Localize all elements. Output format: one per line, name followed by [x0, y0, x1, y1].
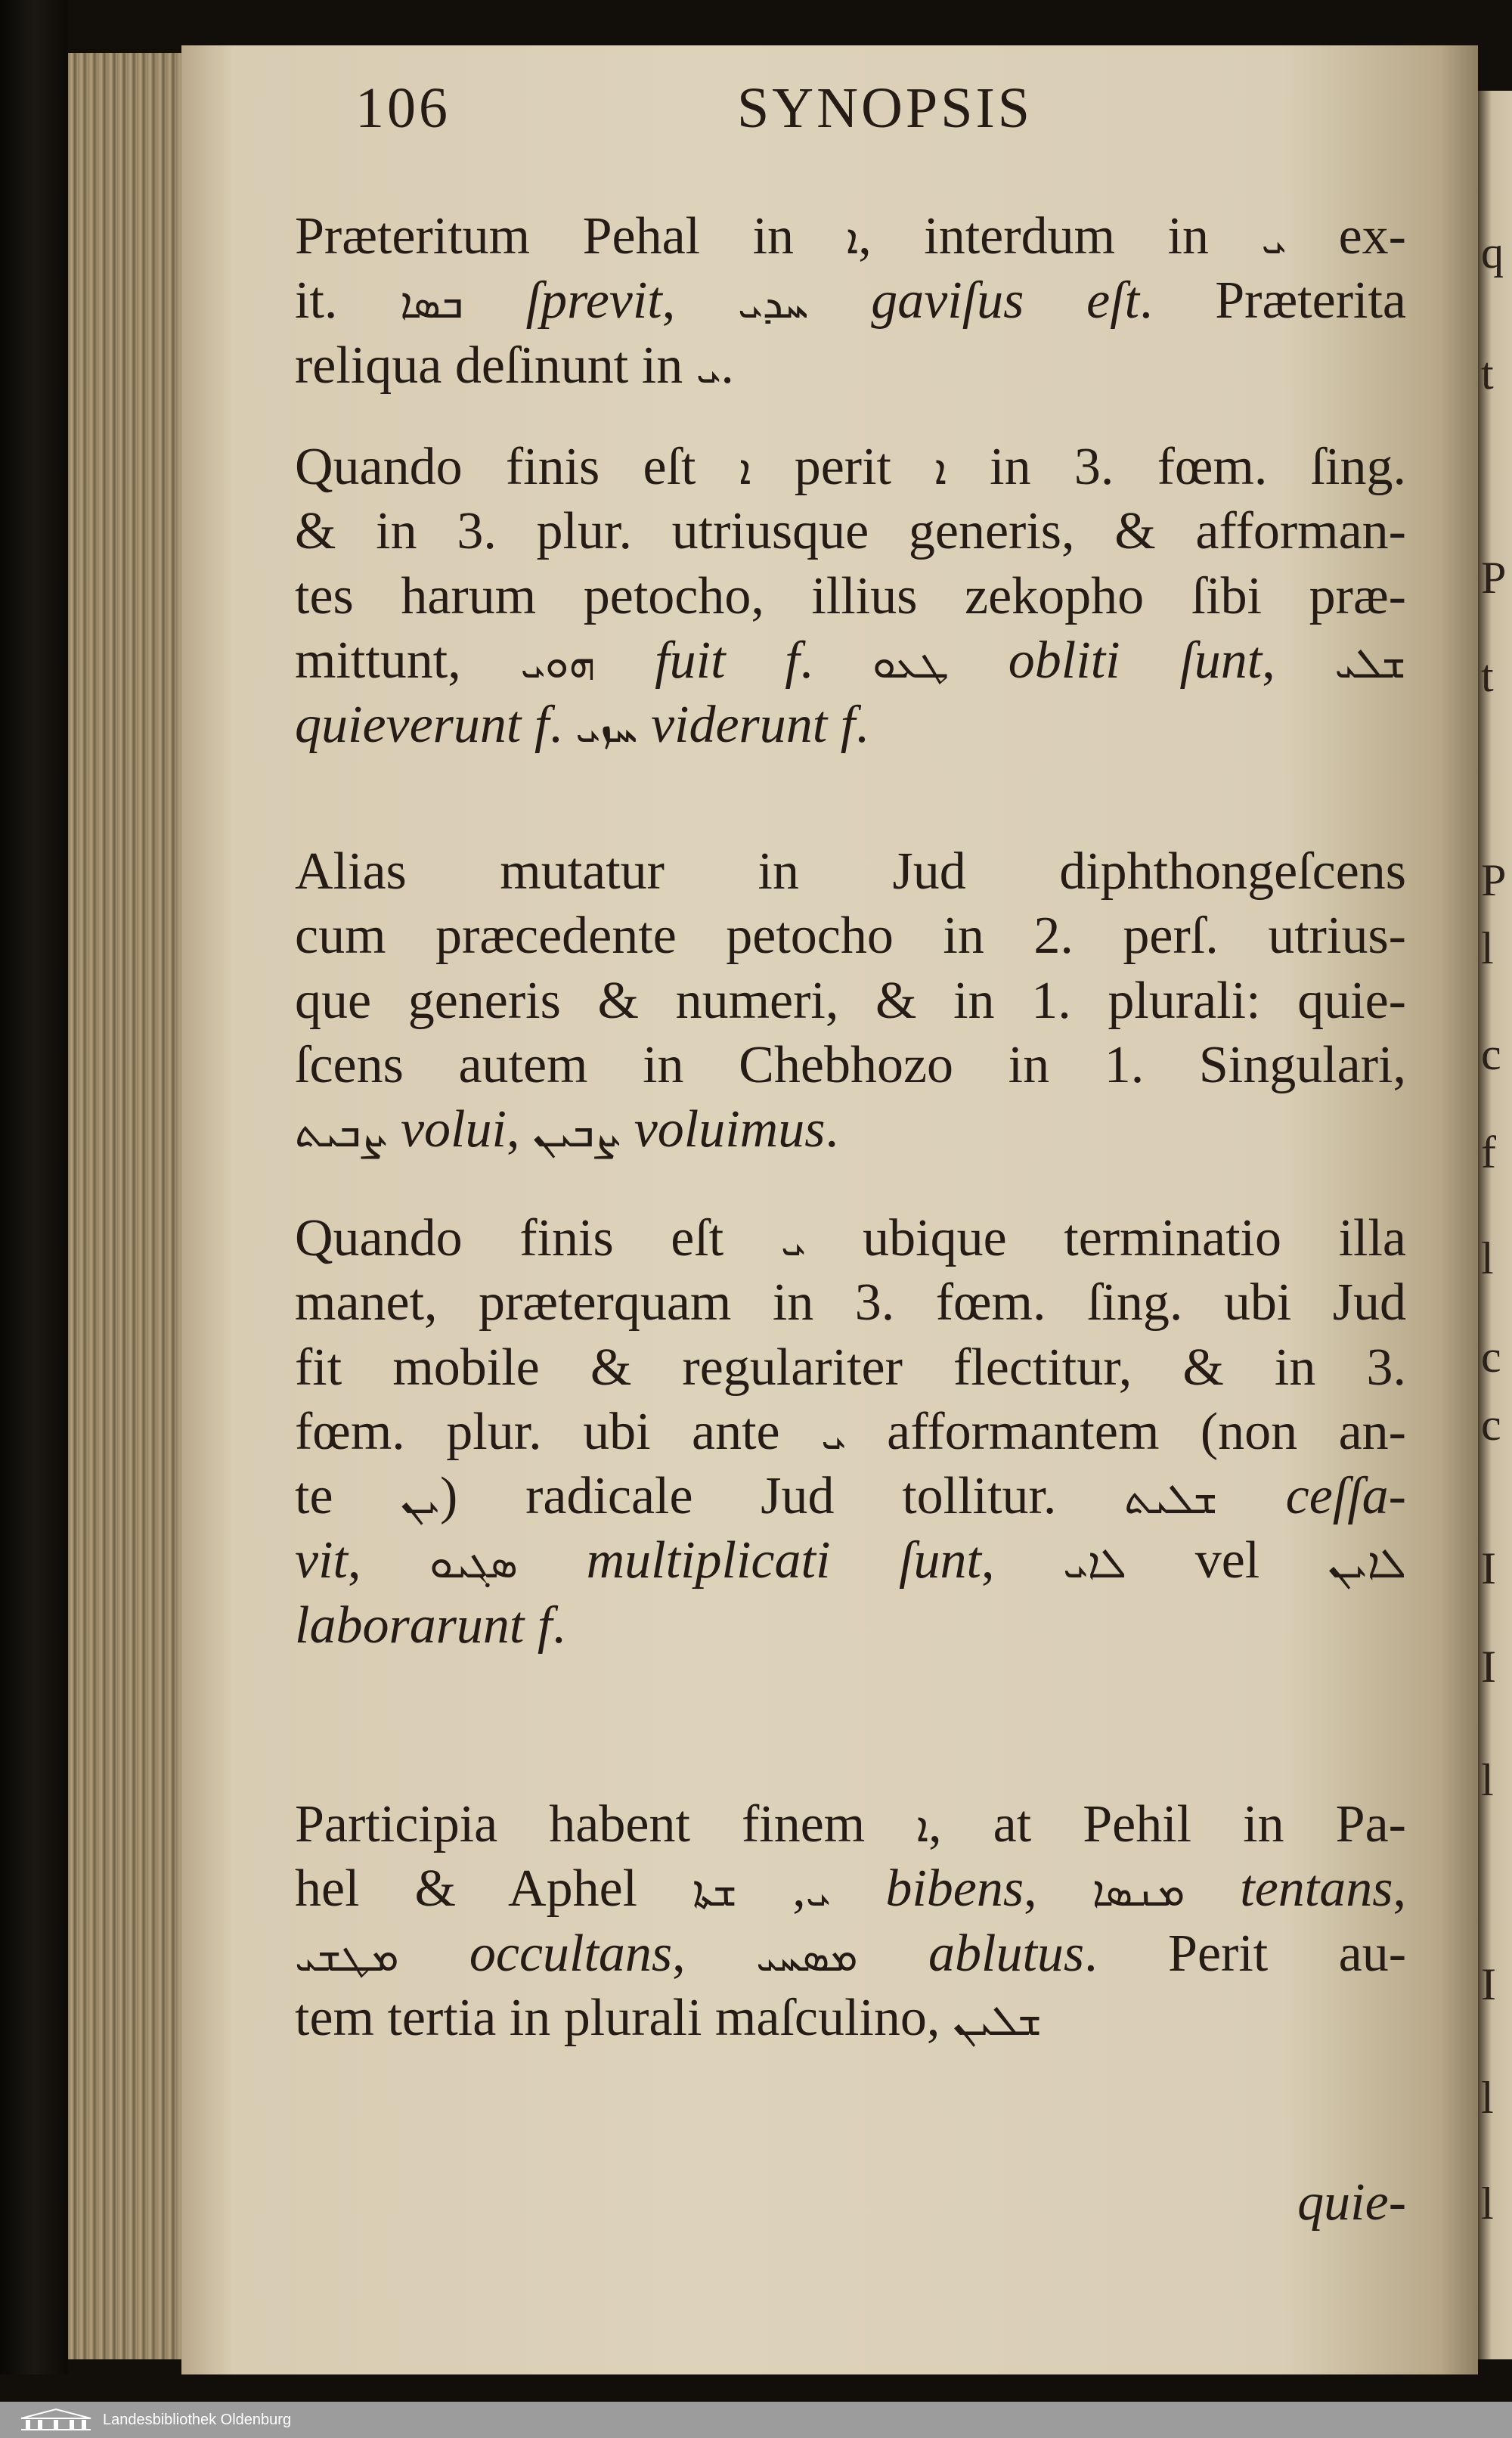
text-run: fit mobile & regulariter flectitur, & in 3.: [295, 1338, 1406, 1397]
facing-page-letter: I: [1481, 1959, 1496, 2009]
latin-gloss: voluimus: [621, 1100, 826, 1159]
facing-page-letter: l: [1481, 923, 1494, 973]
text-line: [295, 1206, 1406, 1270]
facing-page-letter: l: [1481, 2179, 1494, 2229]
facing-page-letter: l: [1481, 1233, 1494, 1283]
page-number: 106: [355, 76, 451, 140]
text-line: [295, 333, 1406, 398]
text-line: [295, 628, 1406, 693]
syriac-word: ܝ: [1261, 215, 1287, 264]
facing-page-letter: I: [1481, 1543, 1496, 1593]
text-line: [295, 1528, 1406, 1593]
syriac-word: ܚܙܝ: [575, 703, 638, 753]
facing-page-letter: P: [1481, 855, 1507, 905]
facing-page-letter: c: [1481, 1400, 1501, 1450]
syriac-word: ܨܒܝܬ: [295, 1108, 388, 1158]
text-line: [295, 1097, 1406, 1162]
syriac-word: ܚܕܝ: [737, 279, 809, 329]
paragraph-5: [295, 1792, 1406, 2050]
syriac-word: ܡܣܚܝ: [756, 1931, 858, 1981]
text-run: Quando finis eſt: [295, 438, 739, 496]
text-run: it.: [295, 271, 401, 330]
text-run: tes harum petocho, illius zekopho ſibi præ-: [295, 566, 1406, 625]
facing-page-letter: P: [1481, 553, 1507, 603]
facing-page-letter: c: [1481, 1332, 1501, 1382]
syriac-word: ܨܒܝܢ: [532, 1108, 621, 1158]
book-cover-left: [0, 0, 68, 2374]
syriac-word: ܐ: [916, 1803, 929, 1852]
syriac-word: ܫܠܝ: [1334, 638, 1406, 688]
syriac-word: ܠܐܝܢ: [1328, 1539, 1407, 1589]
library-logo-icon: [18, 2408, 94, 2432]
syriac-word: ܛܥܘ: [872, 638, 950, 688]
text-run: , at Pehil in Pa-: [928, 1795, 1406, 1853]
text-run: tem tertia in plurali maſculino,: [295, 1988, 953, 2047]
latin-gloss: ablutus: [857, 1924, 1085, 1983]
text-run: in 3. fœm. ſing.: [946, 438, 1407, 496]
syriac-word: ܫܠܝܢ: [953, 1996, 1043, 2046]
latin-gloss: ſprevit: [463, 271, 662, 330]
text-line: [295, 969, 1406, 1033]
text-run: .: [720, 336, 734, 395]
latin-gloss: bibens: [830, 1860, 1024, 1918]
syriac-word: ܐ: [846, 215, 859, 264]
catchword: quie-: [1297, 2173, 1406, 2232]
text-run: ,: [737, 1860, 806, 1918]
text-run: .: [855, 696, 869, 755]
text-run: .: [799, 631, 872, 690]
facing-page-letter: t: [1481, 349, 1494, 399]
syriac-word: ܐ: [739, 445, 751, 495]
facing-page-letter: c: [1481, 1029, 1501, 1079]
text-run: ,: [672, 1924, 757, 1983]
text-run: ,: [1024, 1860, 1092, 1918]
syriac-word: ܡܢܣܐ: [1092, 1867, 1185, 1917]
facing-page-letter: I: [1481, 1642, 1496, 1692]
syriac-word: ܫܬܐ: [692, 1867, 738, 1917]
syriac-word: ܝ: [821, 1410, 846, 1459]
text-line: [295, 1792, 1406, 1856]
latin-gloss: multiplicati ſunt: [517, 1531, 981, 1590]
text-run: , interdum in: [858, 207, 1262, 265]
syriac-word: ܫܠܝܬ: [1124, 1475, 1218, 1525]
syriac-word: ܝ: [805, 1867, 831, 1917]
latin-gloss: obliti ſunt: [949, 631, 1263, 690]
text-line: [295, 904, 1406, 968]
text-line: [295, 435, 1406, 499]
text-run: .: [549, 696, 576, 755]
running-title: SYNOPSIS: [737, 76, 1033, 140]
text-run: . Præterita: [1139, 271, 1406, 330]
latin-gloss: occultans: [398, 1924, 673, 1983]
text-line: [295, 1464, 1406, 1528]
paragraph-3: [295, 839, 1406, 1162]
text-run: Quando finis eſt: [295, 1209, 781, 1267]
latin-gloss: volui: [387, 1100, 507, 1159]
text-run: te: [295, 1467, 401, 1526]
latin-gloss: vit: [295, 1531, 348, 1590]
text-run: ,: [662, 271, 738, 330]
library-footer: [0, 2402, 1512, 2438]
syriac-word: ܡܛܫܝ: [295, 1931, 399, 1981]
text-run: .: [552, 1596, 565, 1655]
text-run: ,: [1262, 631, 1335, 690]
text-run: mittunt,: [295, 631, 521, 690]
facing-page-letter: l: [1481, 2073, 1494, 2123]
paragraph-1: [295, 204, 1406, 398]
text-run: Participia habent finem: [295, 1795, 917, 1853]
text-run: vel: [1126, 1531, 1328, 1590]
latin-gloss: fuit f: [595, 631, 800, 690]
text-run: afformantem (non an-: [845, 1402, 1406, 1461]
syriac-word: ܗܘܝ: [520, 638, 596, 688]
text-line: [295, 1922, 1406, 1986]
paragraph-4: [295, 1206, 1406, 1658]
syriac-word: ܝܢ: [401, 1475, 441, 1525]
text-line: [295, 1270, 1406, 1335]
page-edges: [68, 53, 197, 2359]
paragraph-2: [295, 435, 1406, 757]
library-credit: Landesbibliothek Oldenburg: [103, 2412, 292, 2428]
text-run: cum præcedente petocho in 2. perſ. utrius-: [295, 907, 1406, 966]
text-line: [295, 1335, 1406, 1400]
text-run: .: [825, 1100, 838, 1159]
latin-gloss: viderunt f: [637, 696, 856, 755]
text-line: [295, 1856, 1406, 1921]
catchword-wrap: [1134, 2170, 1406, 2235]
text-line: [295, 1986, 1406, 2050]
text-run: perit: [751, 438, 935, 496]
text-run: ,: [347, 1531, 430, 1590]
text-line: [295, 268, 1406, 333]
text-run: que generis & numeri, & in 1. plurali: quie-: [295, 971, 1406, 1030]
facing-page-letter: t: [1481, 651, 1494, 701]
text-run: manet, præterquam in 3. fœm. ſing. ubi Jud: [295, 1273, 1406, 1332]
text-line: [295, 564, 1406, 628]
text-run: ,: [981, 1531, 1064, 1590]
text-run: Alias mutatur in Jud diphthongeſcens: [295, 842, 1406, 901]
latin-gloss: laborarunt f: [295, 1596, 553, 1655]
facing-page-letter: f: [1481, 1127, 1496, 1177]
text-run: reliqua deſinunt in: [295, 336, 696, 395]
latin-gloss: ceſſa-: [1217, 1467, 1406, 1526]
latin-gloss: gaviſus eſt: [808, 271, 1140, 330]
syriac-word: ܣܓܝܘ: [429, 1539, 518, 1589]
syriac-word: ܒܣܐ: [400, 279, 463, 329]
text-run: ,: [1393, 1860, 1406, 1918]
syriac-word: ܠܐܝ: [1063, 1539, 1127, 1589]
text-line: [295, 1033, 1406, 1097]
text-run: ,: [506, 1100, 533, 1159]
syriac-word: ܝ: [780, 1217, 806, 1266]
text-line: [295, 499, 1406, 563]
syriac-word: ܐ: [934, 445, 947, 495]
text-run: hel & Aphel: [295, 1860, 693, 1918]
text-run: fœm. plur. ubi ante: [295, 1402, 822, 1461]
text-run: ex-: [1286, 207, 1406, 265]
latin-gloss: quieverunt f: [295, 696, 550, 755]
facing-page-edge: [1478, 91, 1512, 2359]
text-line: [295, 204, 1406, 268]
text-line: [295, 1593, 1406, 1658]
text-run: ubique terminatio illa: [805, 1209, 1406, 1267]
text-run: Præteritum Pehal in: [295, 207, 847, 265]
text-line: [295, 839, 1406, 904]
text-run: ſcens autem in Chebhozo in 1. Singulari,: [295, 1035, 1406, 1094]
latin-gloss: tentans: [1185, 1860, 1393, 1918]
text-run: . Perit au-: [1084, 1924, 1407, 1983]
text-line: [295, 1400, 1406, 1464]
facing-page-letter: l: [1481, 1755, 1494, 1805]
text-run: ) radicale Jud tollitur.: [440, 1467, 1125, 1526]
text-run: & in 3. plur. utriusque generis, & afforman-: [295, 502, 1406, 561]
syriac-word: ܝ: [696, 343, 721, 393]
text-line: [295, 693, 1406, 757]
facing-page-letter: q: [1481, 228, 1504, 278]
